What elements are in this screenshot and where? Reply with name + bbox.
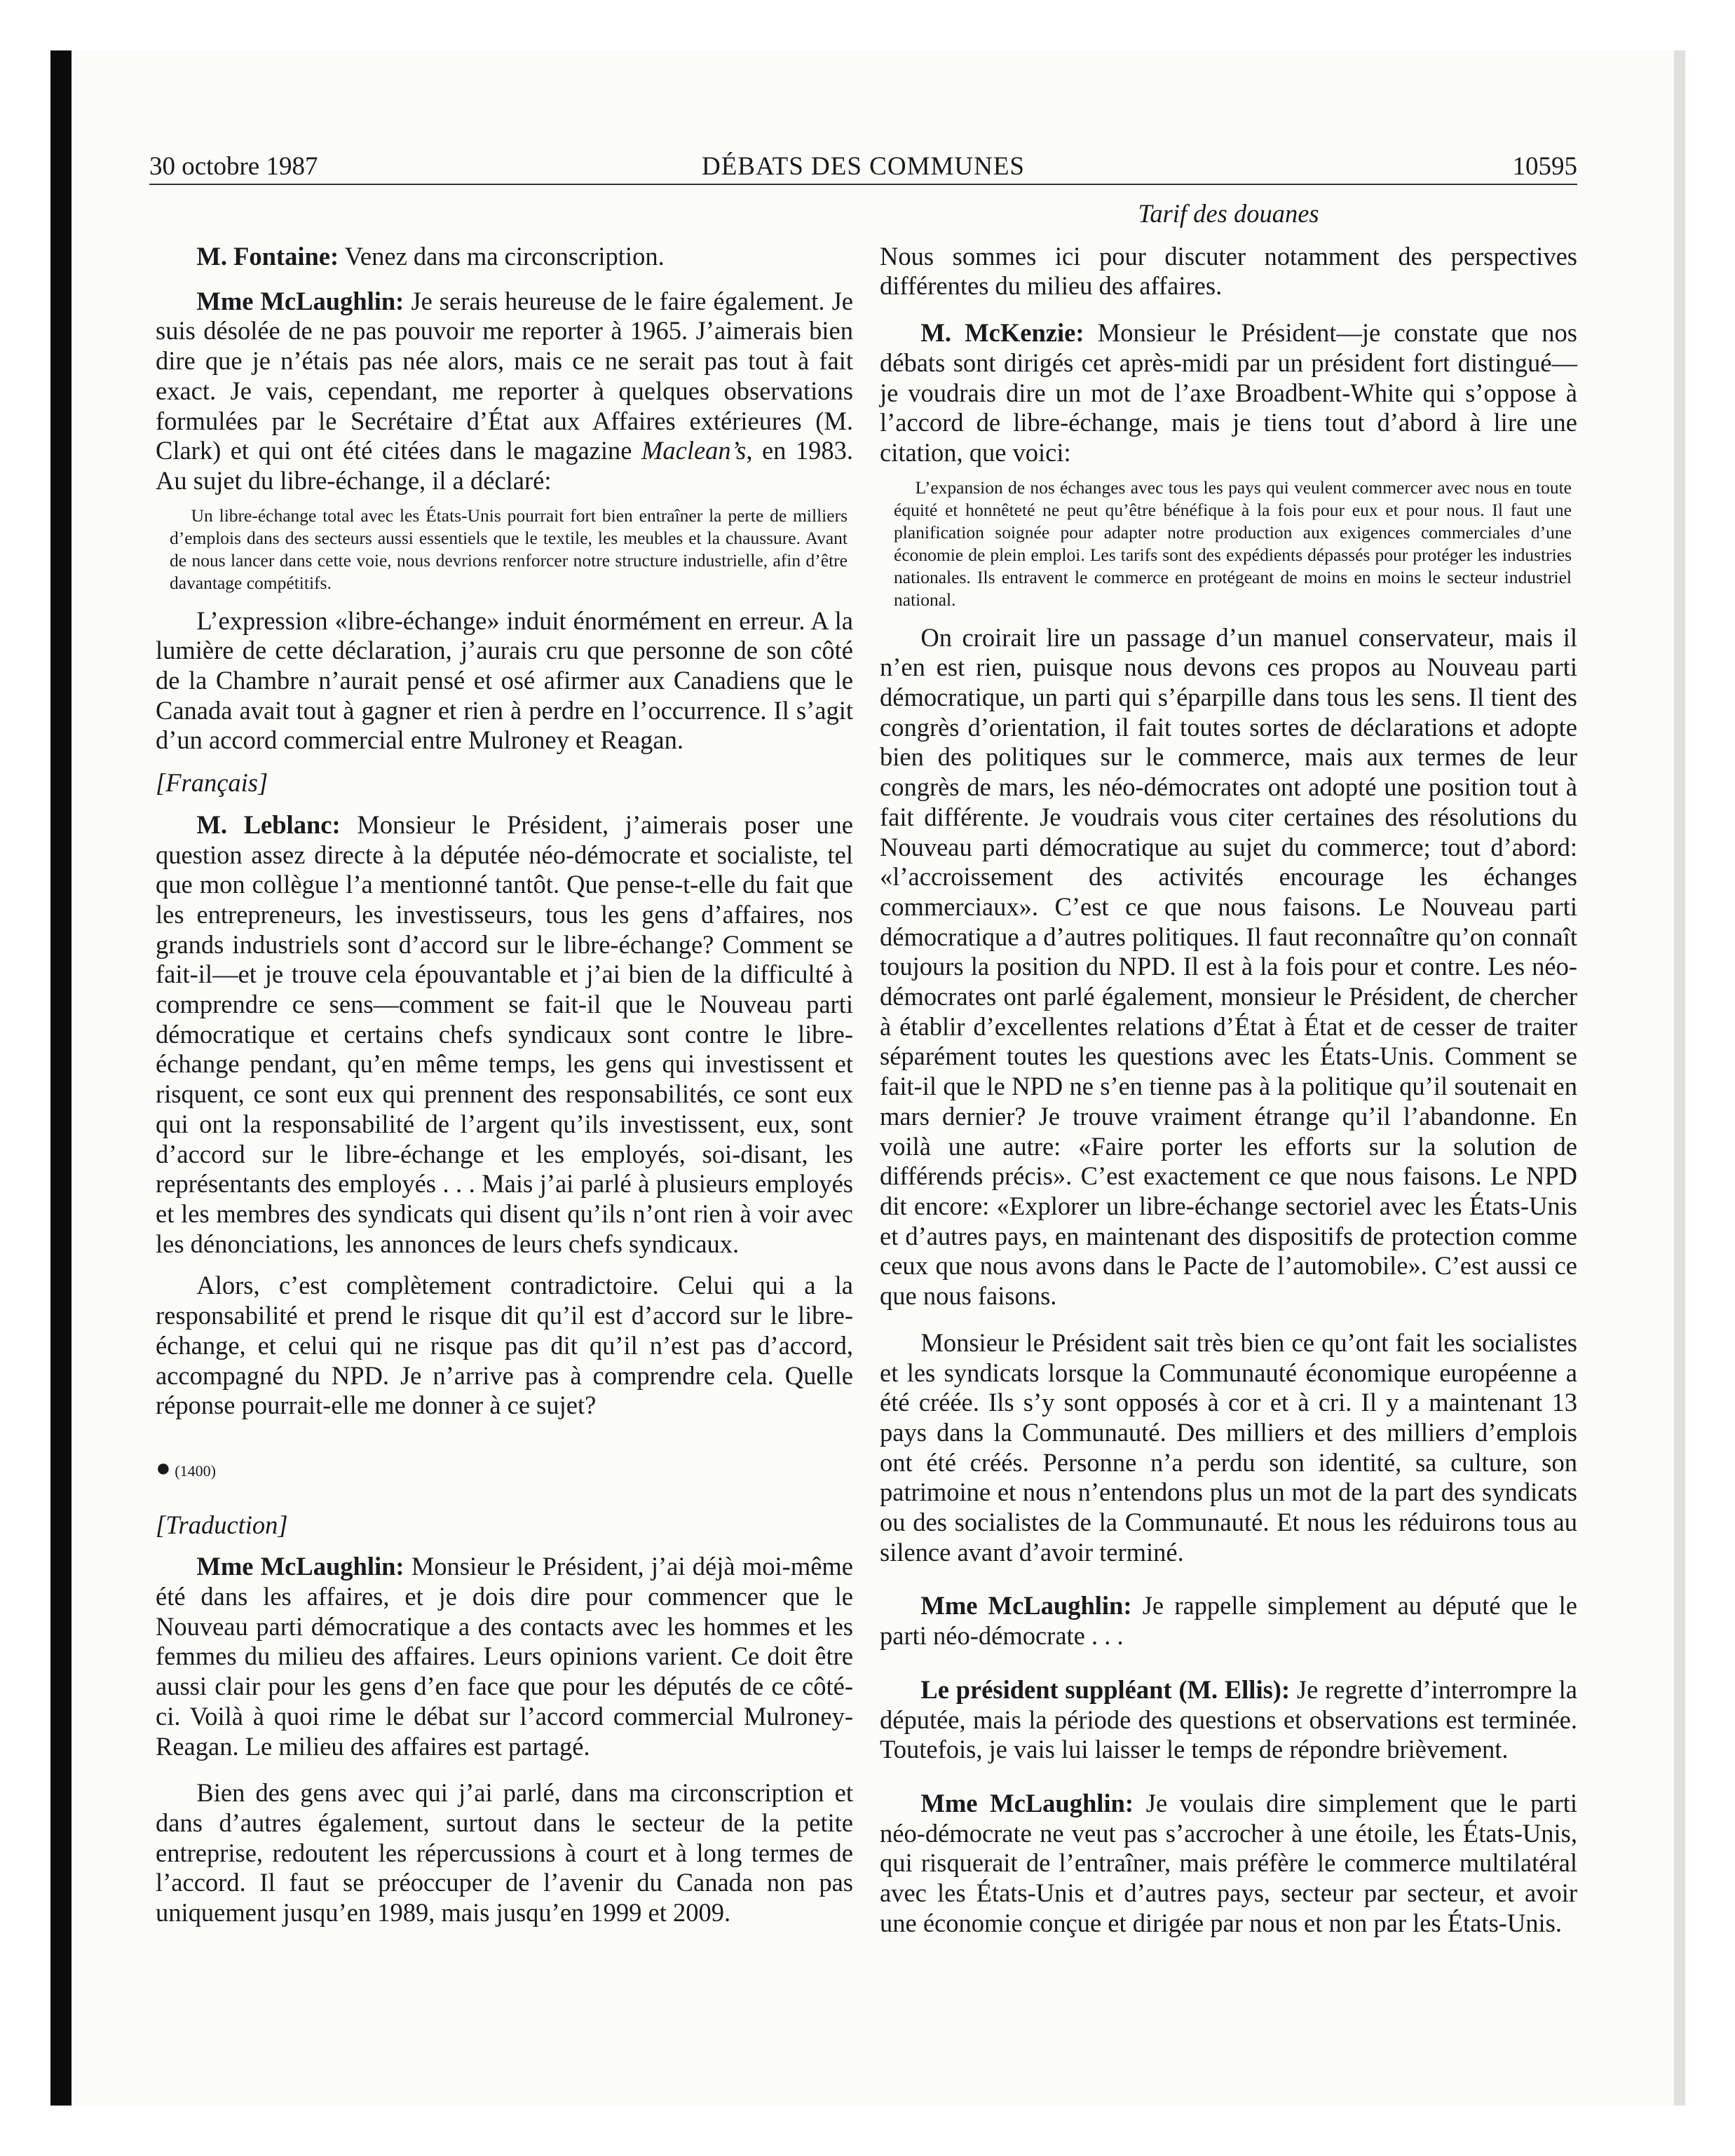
left-column <box>156 195 853 1928</box>
left-paragraph-6 <box>156 1552 853 1761</box>
language-marker-traduction: [Traduction] <box>156 1510 288 1539</box>
speech-text: Monsieur le Président, j’aimerais poser une question assez directe à la députée néo-démocrate et socialiste, tel que mon collègue l’a mentionné tantôt. Que pense-t-elle du fait que les entrepreneurs, les investisseurs, tous les gens d’affaires, nos grands industriels sont d’accord sur le libre-échange? Comment se fait-il—et je trouve cela épouvantable et j’ai bien de la difficulté à comprendre ce sens—comment se fait-il que le Nouveau parti démocratique et certains chefs syndicaux sont contre le libre-échange pendant, qu’en même temps, les gens qui investissent et risquent, ce sont eux qui prennent des responsabilités, ce sont eux qui ont la responsabilité de l’argent qu’ils investissent, eux, sont d’accord sur le libre-échange et les employés, soi-disant, les représentants des employés . . . Mais j’ai parlé à plusieurs employés et les membres des syndicats qui disent qu’ils n’ont rien à voir avec les dénonciations, les annonces de leurs chefs syndicaux. <box>156 810 853 1258</box>
left-paragraph-2 <box>156 287 853 496</box>
language-marker-francais: [Français] <box>156 768 268 798</box>
speaker-name: Mme McLaughlin: <box>196 1552 404 1581</box>
bullet-icon: ● <box>156 1453 171 1482</box>
speaker-name: M. Leblanc: <box>196 810 341 839</box>
right-paragraph-1: Nous sommes ici pour discuter notamment des perspectives différentes du milieu des affaires. <box>880 241 1577 301</box>
speech-text: Venez dans ma circonscription. <box>339 242 665 271</box>
right-quotation: L’expansion de nos échanges avec tous les pays qui veulent commercer avec nous en toute équité et honnêteté ne peut qu’être bénéfique à la fois pour eux et pour nous. Il faut une planification soignée pour adapter notre production aux exigences commerciales d’une économie de plein emploi. Les tarifs sont des expédients dépassés pour protéger les industries nationales. Ils entravent le commerce en protégeant de moins en moins le secteur industriel national. <box>894 477 1572 610</box>
speaker-name: Mme McLaughlin: <box>920 1591 1132 1621</box>
page-header <box>149 147 1577 182</box>
speech-text: Monsieur le Président, j’ai déjà moi-même été dans les affaires, et je dois dire pour commencer que le Nouveau parti démocratique a des contacts avec les hommes et les femmes du milieu des affaires. Leurs opinions varient. Ce doit être aussi clair pour les gens d’en face que pour les députés de ce côté-ci. Voilà à quoi rime le débat sur l’accord commercial Mulroney-Reagan. Le milieu des affaires est partagé. <box>156 1552 853 1761</box>
left-paragraph-5: Alors, c’est complètement contradictoire. Celui qui a la responsabilité et prend le risque dit qu’il est d’accord sur le libre-échange, et celui qui ne risque pas dit qu’il n’est pas d’accord, accompagné du NPD. Je n’arrive pas à comprendre cela. Quelle réponse pourrait-elle me donner à ce sujet? <box>156 1271 853 1420</box>
speaker-name: M. McKenzie: <box>920 318 1084 348</box>
right-paragraph-3: On croirait lire un passage d’un manuel conservateur, mais il n’en est rien, puisque nous devons ces propos au Nouveau parti démocratique, un parti qui s’éparpille dans tous les sens. Il tient des congrès d’orientation, il fait toutes sortes de déclarations et adopte bien des politiques sur le commerce, mais aux termes de leur congrès de mars, les néo-démocrates ont adopté une position tout à fait différente. Je voudrais vous citer certaines des résolutions du Nouveau parti démocratique au sujet du commerce; tout d’abord: «l’accroissement des activités encourage les échanges commerciaux». C’est ce que nous faisons. Le Nouveau parti démocratique a d’autres politiques. Il faut reconnaître qu’on connaît toujours la position du NPD. Il est à la fois pour et contre. Les néo-démocrates ont parlé également, monsieur le Président, de chercher à établir d’excellentes relations d’État à État et de cesser de traiter séparément toutes les questions avec les États-Unis. Comment se fait-il que le NPD ne s’en tienne pas à la politique qu’il soutenait en mars dernier? Je trouve vraiment étrange qu’il l’abandonne. En voilà une autre: «Faire porter les efforts sur la solution de différends précis». C’est exactement ce que nous faisons. Le NPD dit encore: «Explorer un libre-échange sectoriel avec les États-Unis et d’autres pays, en maintenant des dispositifs de protection comme ceux que nous avons dans le Pacte de l’automobile». C’est aussi ce que nous faisons. <box>880 622 1577 1311</box>
speech-text: Monsieur le Président—je constate que nos débats sont dirigés cet après-midi par un président fort distingué—je voudrais dire un mot de l’axe Broadbent-White qui s’oppose à l’accord de libre-échange, mais je tiens tout d’abord à lire une citation, que voici: <box>880 318 1577 467</box>
scan-left-edge <box>50 50 72 2106</box>
right-paragraph-5 <box>880 1591 1577 1651</box>
right-paragraph-7 <box>880 1789 1577 1939</box>
header-rule <box>149 184 1577 185</box>
speech-text: Je serais heureuse de le faire également. Je suis désolée de ne pas pouvoir me reporter à 1965. J’aimerais bien dire que je n’étais pas née alors, mais ce ne serait pas tout à fait exact. Je vais, cependant, me reporter à quelques observations formulées par le Secrétaire d’État aux Affaires extérieures (M. Clark) et qui ont été citées dans le magazine <box>156 286 854 465</box>
left-paragraph-3: L’expression «libre-échange» induit énormément en erreur. A la lumière de cette déclaration, j’aurais cru que personne de son côté de la Chambre n’aurait pensé et osé afirmer aux Canadiens que le Canada avait tout à gagner et rien à perdre en l’occurrence. Il s’agit d’un accord commercial entre Mulroney et Reagan. <box>156 606 853 755</box>
header-publication: DÉBATS DES COMMUNES <box>701 151 1025 181</box>
left-paragraph-1 <box>156 242 853 272</box>
speaker-name: M. Fontaine: <box>196 242 339 271</box>
left-column-top-space <box>156 195 853 242</box>
running-head: Tarif des douanes <box>1138 199 1319 228</box>
right-paragraph-4: Monsieur le Président sait très bien ce qu’ont fait les socialistes et les syndicats lorsque la Communauté économique européenne a été créée. Ils s’y sont opposés à cor et à cri. Il y a maintenant 13 pays dans la Communauté. Des milliers et des milliers d’emplois ont été créés. Personne n’a perdu son identité, sa culture, son patrimoine et nous n’entendons plus un mot de la part des syndicats ou des socialistes de la Communauté. Et nous les réduirons tous au silence avant d’avoir terminé. <box>880 1328 1577 1567</box>
time-marker-text: (1400) <box>175 1461 216 1480</box>
left-quotation: Un libre-échange total avec les États-Unis pourrait fort bien entraîner la perte de milliers d’emplois dans des secteurs aussi essentiels que le textile, les meubles et la chaussure. Avant de nous lancer dans cette voie, nous devrions renforcer notre structure industrielle, afin d’être davantage compétitifs. <box>170 505 848 593</box>
header-page-number: 10595 <box>1512 151 1577 181</box>
scan-right-edge <box>1674 50 1685 2106</box>
speech-text-continued: , en 1983. Au sujet du libre-échange, il a déclaré: <box>156 436 854 495</box>
speaker-name: Mme McLaughlin: <box>920 1788 1134 1817</box>
right-paragraph-2 <box>880 318 1577 468</box>
speaker-name: Mme McLaughlin: <box>196 286 404 315</box>
speech-text: Je regrette d’interrompre la députée, mais la période des questions et observations est terminée. Toutefois, je vais lui laisser le temps de répondre brièvement. <box>880 1674 1577 1764</box>
speaker-name: Le président suppléant (M. Ellis): <box>920 1674 1291 1704</box>
magazine-title: Maclean’s <box>641 436 747 465</box>
right-paragraph-6 <box>880 1675 1577 1765</box>
speech-text: Je voulais dire simplement que le parti néo-démocrate ne veut pas s’accrocher à une étoile, les États-Unis, qui risquerait de l’entraîner, mais préfère le commerce multilatéral avec les États-Unis et d’autres pays, secteur par secteur, et avoir une économie conçue et dirigée par nous et non par les États-Unis. <box>880 1788 1577 1937</box>
time-marker <box>156 1453 853 1487</box>
left-paragraph-7: Bien des gens avec qui j’ai parlé, dans ma circonscription et dans d’autres également, surtout dans le secteur de la petite entreprise, redoutent les répercussions à court et à long termes de l’accord. Il faut se préoccuper de l’avenir du Canada non pas uniquement jusqu’en 1989, mais jusqu’en 1999 et 2009. <box>156 1778 853 1928</box>
left-paragraph-4 <box>156 810 853 1260</box>
header-date: 30 octobre 1987 <box>149 151 318 181</box>
speech-text: Je rappelle simplement au député que le parti néo-démocrate . . . <box>880 1591 1577 1651</box>
right-column <box>880 195 1577 1938</box>
